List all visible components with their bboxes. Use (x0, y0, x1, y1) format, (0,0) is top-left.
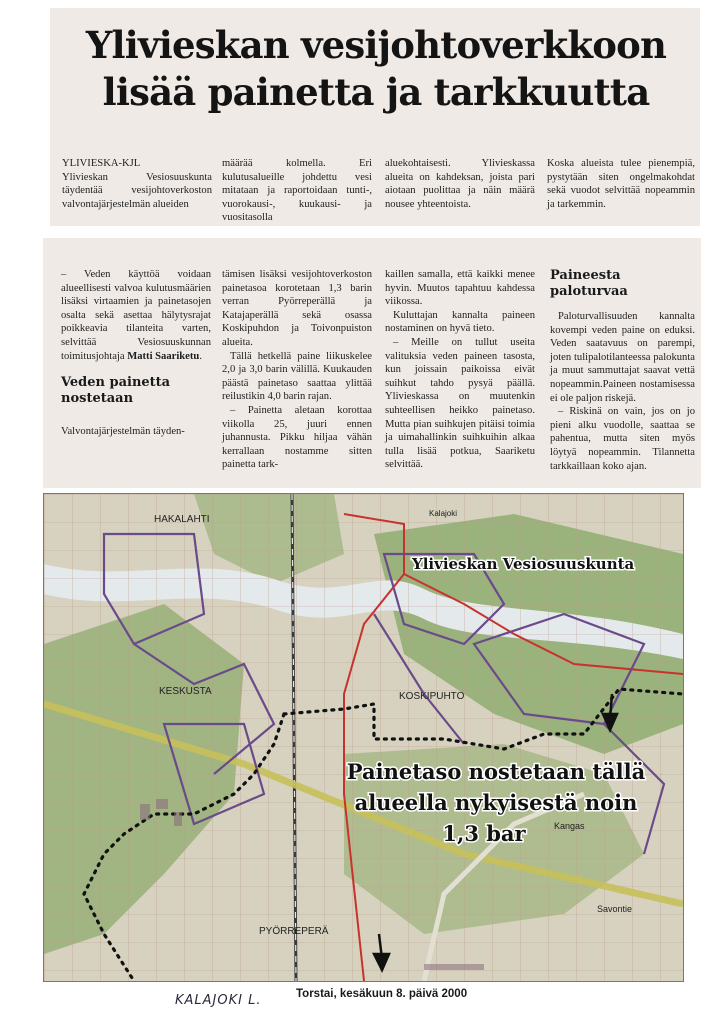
article-column-3: aluekohtaisesti. Ylivieskassa alueita on kahdeksan, joista pari aiotaan puolittaa ja näin määrä nousee yhteentoista. (385, 158, 535, 210)
column-5-paragraph: – Veden käyttöä voidaan alueellisesti valvoa kulutusmäärien lisäksi virtaamien ja painetasojen osalta sekä asettaa hälytysrajat poikkeavia tilanteita varten, selvittää Vesiosuuskunnan toimitusjohtaja (61, 269, 211, 362)
spokesperson-name: Matti Saariketu (127, 350, 200, 362)
column-1-text: Ylivieskan Vesiosuuskunta täydentää vesijohtoverkoston valvontajärjestelmän alueiden (62, 171, 212, 210)
article-column-2: määrää kolmella. Eri kulutusalueille johdettu vesi mitataan ja raportoidaan tunti-, vuorokausi-, kuukausi- ja vuositasolla (222, 158, 372, 224)
article-column-4: Koska alueista tulee pienempiä, pystytään siten ongelmakohdat sekä vuodot selvittää nopeammin ja tarkemmin. (547, 158, 695, 210)
article-column-1 (62, 157, 212, 211)
article-column-8 (550, 268, 695, 473)
dateline: YLIVIESKA-KJL (62, 158, 141, 169)
label-keskusta: KESKUSTA (159, 686, 212, 697)
subhead-pressure: Veden painetta nostetaan (61, 375, 171, 407)
article-column-6 (222, 268, 372, 472)
article-headline (60, 22, 692, 116)
label-savontie: Savontie (597, 904, 633, 914)
label-pyorrepera: PYÖRREPERÄ (259, 926, 329, 937)
headline-line-1: Ylivieskan vesijohtoverkkoon (85, 23, 667, 67)
handwritten-source: KALAJOKI L. (175, 993, 262, 1008)
column-8-paragraph-1: Paloturvallisuuden kannalta kovempi veden paine on eduksi. Veden saatavuus on parempi, joten tulipalotilanteessa palokunta ja muut sammuttajat saavat vettä nopeammin.Paineen nostamisessa ei ole paljon riskejä. (550, 311, 695, 404)
column-6-paragraph-2: Tällä hetkellä paine liikuskelee 2,0 ja 3,0 barin välillä. Kuukauden päästä painetaso saattaa ylittää reilustikin 4,0 barin rajan. (222, 350, 372, 403)
column-7-paragraph-3: – Meille on tullut useita valituksia veden paineen tasosta, kun joissain paikoissa eivät suihkut tahdo pysyä päällä. Ylivieskassa on muutenkin suhteellisen heikko painetaso. Mutta pian suihkujen pitäisi toimia ja uimahallinkin suihkuihin alkaa tulla lisää potkua, Saariketu selvittää. (385, 336, 535, 471)
label-koskipuhto: KOSKIPUHTO (399, 691, 465, 702)
subhead-fire-safety: Paineesta paloturvaa (550, 268, 628, 299)
callout-line-3: 1,3 bar (442, 821, 526, 846)
column-6-paragraph-3: – Painetta aletaan korottaa viikolla 25, juuri ennen juhannusta. Pikku hiljaa vähän kerrallaan nostamme sitten painetta tark- (222, 404, 372, 471)
headline-line-2: lisää painetta ja tarkkuutta (102, 70, 650, 114)
article-column-7 (385, 268, 535, 472)
article-column-5: – Veden käyttöä voidaan alueellisesti valvoa kulutusmäärien lisäksi virtaamien ja painetasojen osalta sekä asettaa hälytysrajat poikkeavia tilanteita varten, selvittää Vesiosuuskunnan toimitusjohtaja Matti Saariketu. Veden painetta nostetaan Valvontajärjestelmän täyden- (61, 269, 211, 438)
callout-line-1: Painetaso nostetaan tällä (346, 759, 646, 784)
callout-line-2: alueella nykyisestä noin (354, 790, 638, 815)
map-title: Ylivieskan Vesiosuuskunta (412, 555, 635, 573)
column-8-paragraph-2: – Riskinä on vain, jos on jo pieni alku vuodolle, saattaa se pahentua, mutta siten myös löytyä nopeammin. Tilannetta tarkkaillaan koko ajan. (550, 406, 695, 472)
label-kangas: Kangas (554, 821, 585, 831)
column-7-paragraph-1: kaillen samalla, että kaikki menee hyvin. Muutos tapahtuu kahdessa viikossa. (385, 269, 535, 308)
column-5-tail: Valvontajärjestelmän täyden- (61, 426, 185, 438)
date-caption: Torstai, kesäkuun 8. päivä 2000 (296, 988, 468, 1000)
map-image (43, 493, 684, 982)
column-7-paragraph-2: Kuluttajan kannalta paineen nostaminen on hyvä tieto. (385, 309, 535, 335)
column-6-paragraph-1: tämisen lisäksi vesijohtoverkoston painetasoa korotetaan 1,3 barin verran Pyörreperällä ja Katajaperällä sekä osassa Koskipuhdon ja Toivonpuiston alueita. (222, 269, 372, 348)
label-kalajoki: Kalajoki (429, 509, 458, 518)
label-hakalahti: HAKALAHTI (154, 514, 210, 525)
